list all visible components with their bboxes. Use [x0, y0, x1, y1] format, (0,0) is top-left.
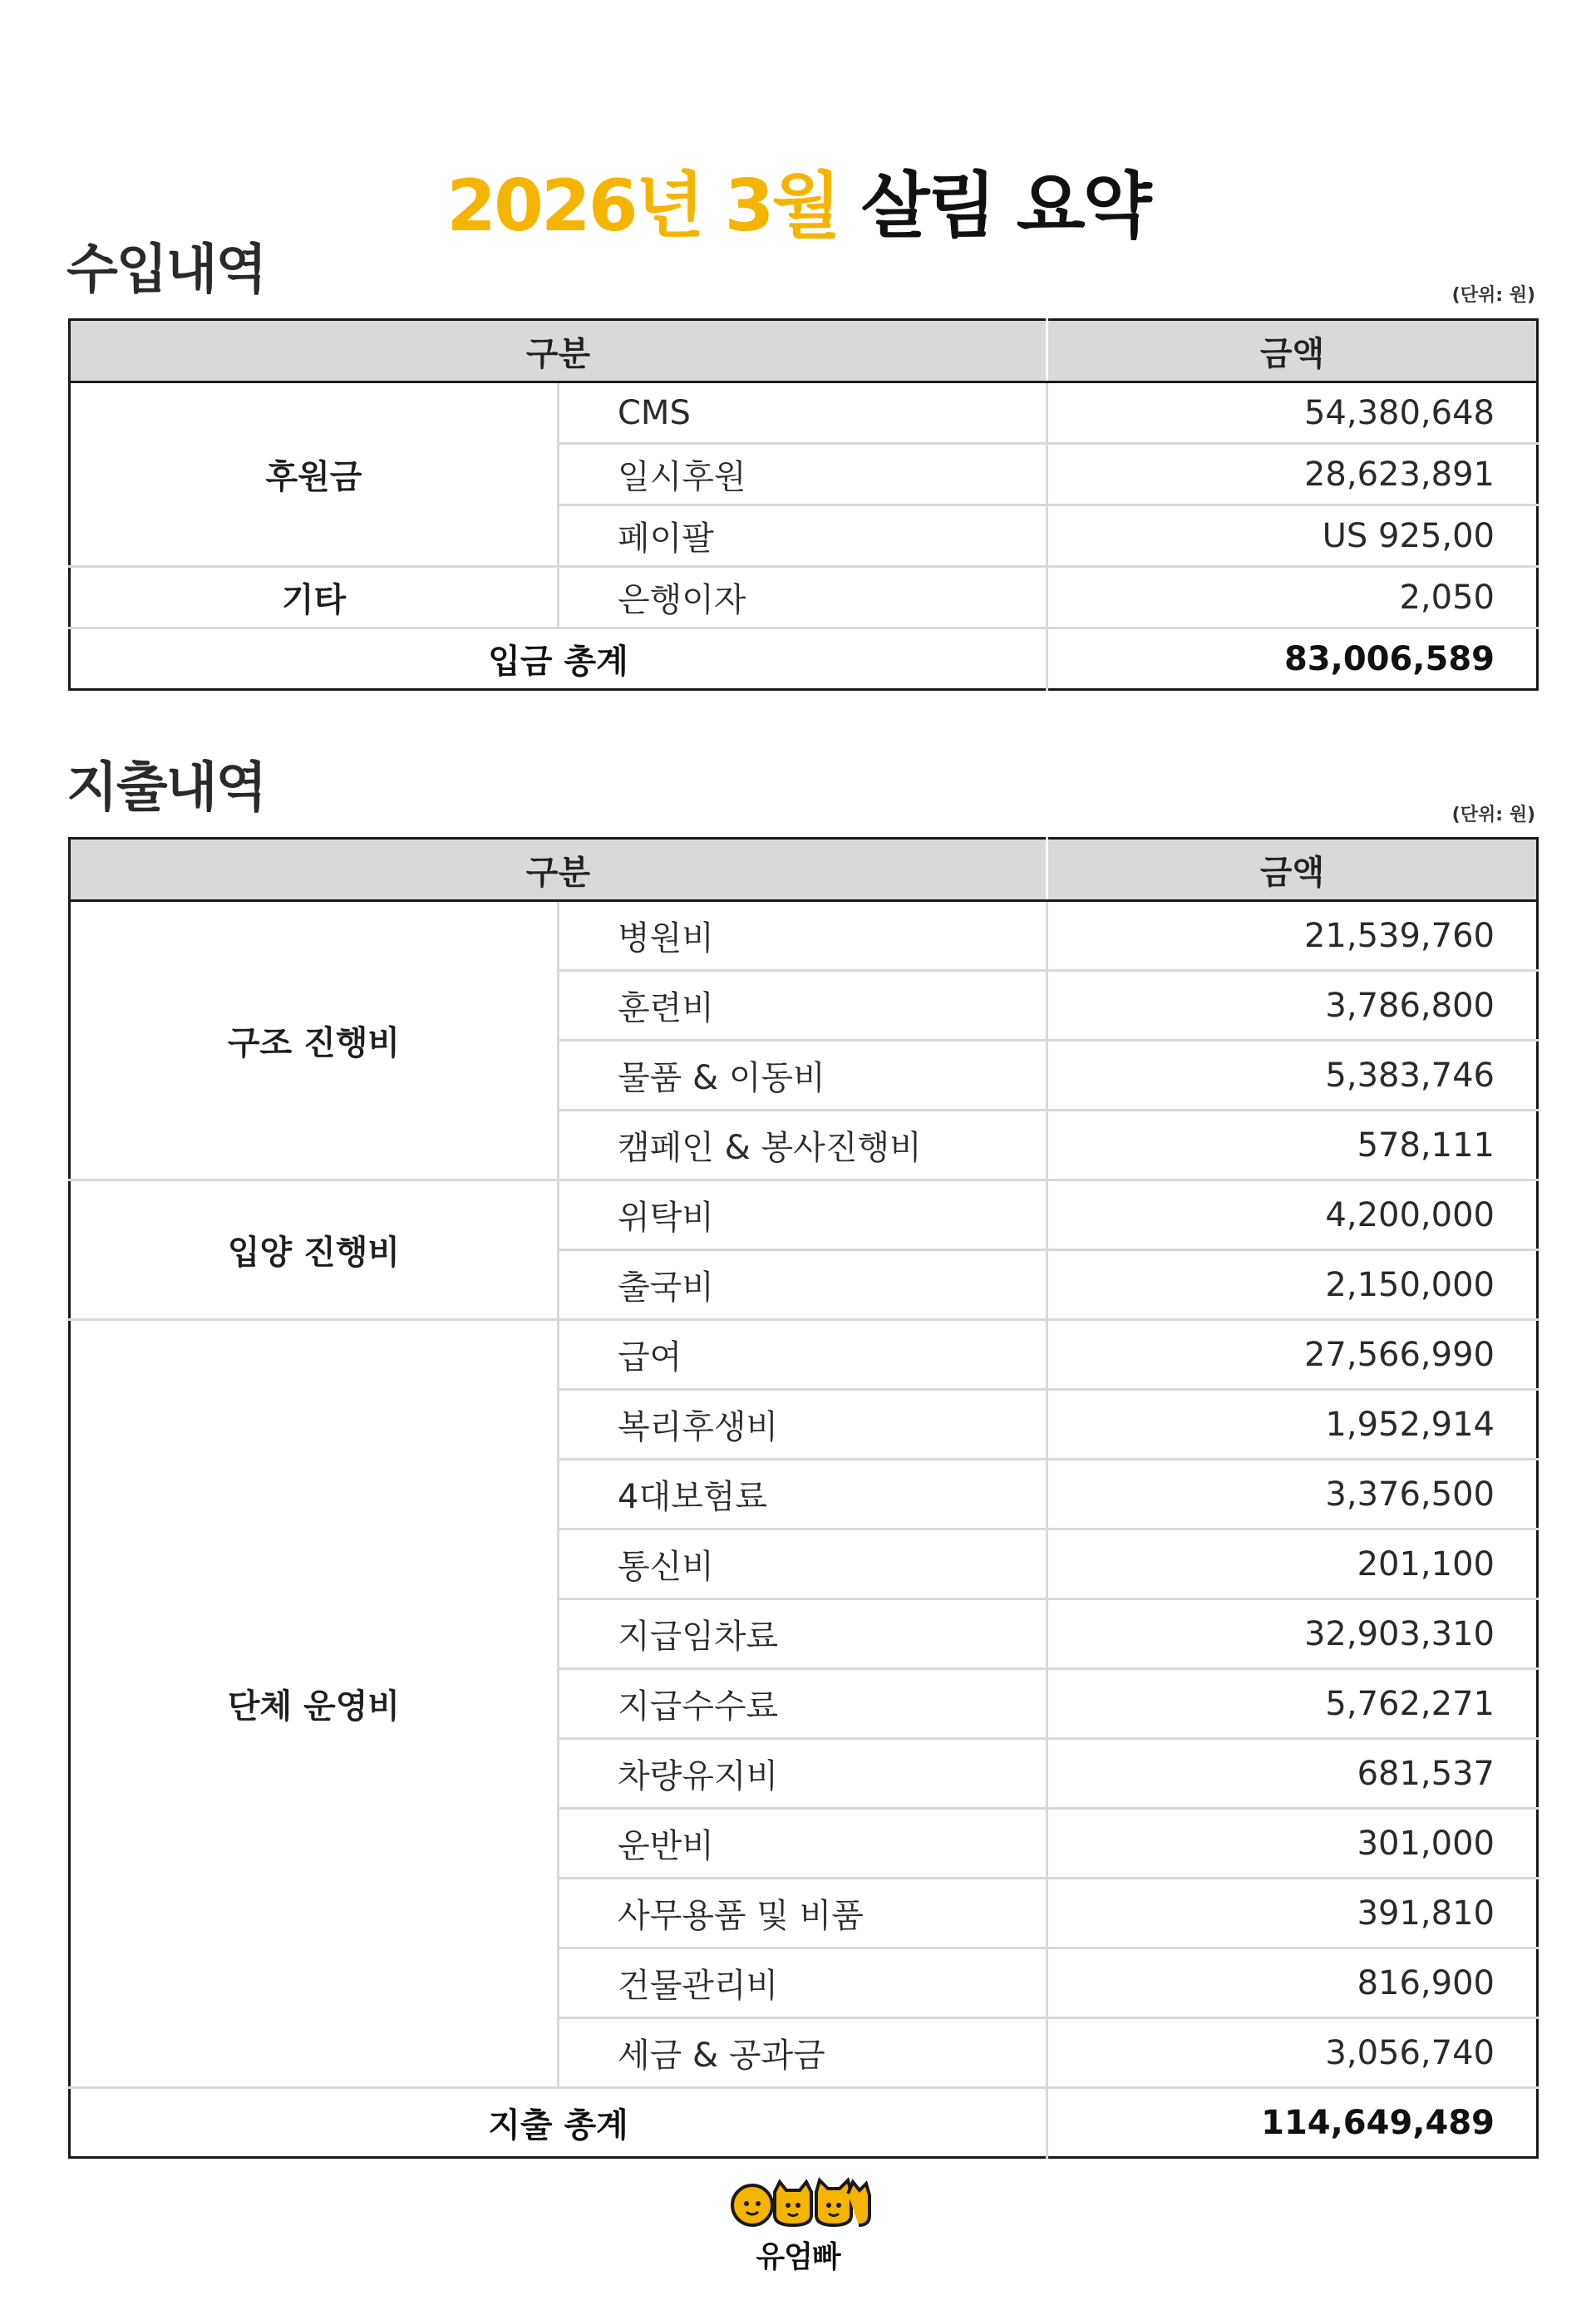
item-label: 지급임차료 — [559, 1599, 1047, 1669]
table-row — [70, 1180, 1538, 1250]
item-amount: 54,380,648 — [1047, 382, 1538, 444]
item-amount: 816,900 — [1047, 1948, 1538, 2018]
table-header-row — [70, 839, 1538, 901]
item-label: 위탁비 — [559, 1180, 1047, 1250]
table-header-row — [70, 320, 1538, 382]
item-label: 건물관리비 — [559, 1948, 1047, 2018]
item-label: 출국비 — [559, 1250, 1047, 1320]
item-label: 훈련비 — [559, 971, 1047, 1041]
item-label: 급여 — [559, 1320, 1047, 1390]
expense-heading: 지출내역 — [66, 757, 266, 819]
header-category: 구분 — [70, 320, 1047, 382]
item-label: 캠페인 & 봉사진행비 — [559, 1111, 1047, 1180]
item-label: CMS — [559, 382, 1047, 444]
item-label: 사무용품 및 비품 — [559, 1879, 1047, 1948]
item-amount: 201,100 — [1047, 1529, 1538, 1599]
item-amount: 5,383,746 — [1047, 1041, 1538, 1111]
item-amount: 681,537 — [1047, 1739, 1538, 1809]
group-label: 단체 운영비 — [70, 1320, 559, 2088]
item-amount: US 925,00 — [1047, 505, 1538, 567]
brand-logo — [723, 2174, 873, 2274]
group-label: 입양 진행비 — [70, 1180, 559, 1320]
item-amount: 3,376,500 — [1047, 1460, 1538, 1529]
title-date: 2026년 3월 — [446, 164, 839, 248]
total-row — [70, 628, 1538, 690]
header-amount: 금액 — [1047, 320, 1538, 382]
table-row — [70, 1320, 1538, 1390]
item-amount: 301,000 — [1047, 1809, 1538, 1879]
item-amount: 21,539,760 — [1047, 901, 1538, 971]
total-amount: 83,006,589 — [1047, 628, 1538, 690]
header-amount: 금액 — [1047, 839, 1538, 901]
item-label: 병원비 — [559, 901, 1047, 971]
item-label: 은행이자 — [559, 567, 1047, 628]
item-label: 세금 & 공과금 — [559, 2018, 1047, 2088]
total-label: 지출 총계 — [70, 2088, 1047, 2158]
item-amount: 32,903,310 — [1047, 1599, 1538, 1669]
income-unit-note: (단위: 원) — [1451, 285, 1535, 306]
item-label: 일시후원 — [559, 444, 1047, 505]
item-amount: 5,762,271 — [1047, 1669, 1538, 1739]
total-amount: 114,649,489 — [1047, 2088, 1538, 2158]
expense-unit-note: (단위: 원) — [1451, 805, 1535, 825]
group-label: 후원금 — [70, 382, 559, 567]
item-label: 페이팔 — [559, 505, 1047, 567]
logo-text: 유엄빠 — [756, 2240, 840, 2274]
item-amount: 391,810 — [1047, 1879, 1538, 1948]
header-category: 구분 — [70, 839, 1047, 901]
item-amount: 27,566,990 — [1047, 1320, 1538, 1390]
item-label: 차량유지비 — [559, 1739, 1047, 1809]
item-amount: 4,200,000 — [1047, 1180, 1538, 1250]
expense-table — [68, 837, 1539, 2159]
item-label: 통신비 — [559, 1529, 1047, 1599]
group-label: 기타 — [70, 567, 559, 628]
item-amount: 2,050 — [1047, 567, 1538, 628]
item-amount: 3,786,800 — [1047, 971, 1538, 1041]
item-label: 운반비 — [559, 1809, 1047, 1879]
table-row — [70, 567, 1538, 628]
income-heading: 수입내역 — [66, 239, 266, 301]
item-label: 복리후생비 — [559, 1390, 1047, 1460]
total-row — [70, 2088, 1538, 2158]
item-amount: 28,623,891 — [1047, 444, 1538, 505]
item-label: 물품 & 이동비 — [559, 1041, 1047, 1111]
item-label: 4대보험료 — [559, 1460, 1047, 1529]
item-label: 지급수수료 — [559, 1669, 1047, 1739]
title-main: 살림 요약 — [860, 164, 1150, 248]
animal-faces-icon — [723, 2174, 873, 2232]
table-row — [70, 901, 1538, 971]
item-amount: 2,150,000 — [1047, 1250, 1538, 1320]
group-label: 구조 진행비 — [70, 901, 559, 1180]
table-row — [70, 382, 1538, 444]
income-table — [68, 318, 1539, 691]
item-amount: 578,111 — [1047, 1111, 1538, 1180]
item-amount: 1,952,914 — [1047, 1390, 1538, 1460]
item-amount: 3,056,740 — [1047, 2018, 1538, 2088]
total-label: 입금 총계 — [70, 628, 1047, 690]
